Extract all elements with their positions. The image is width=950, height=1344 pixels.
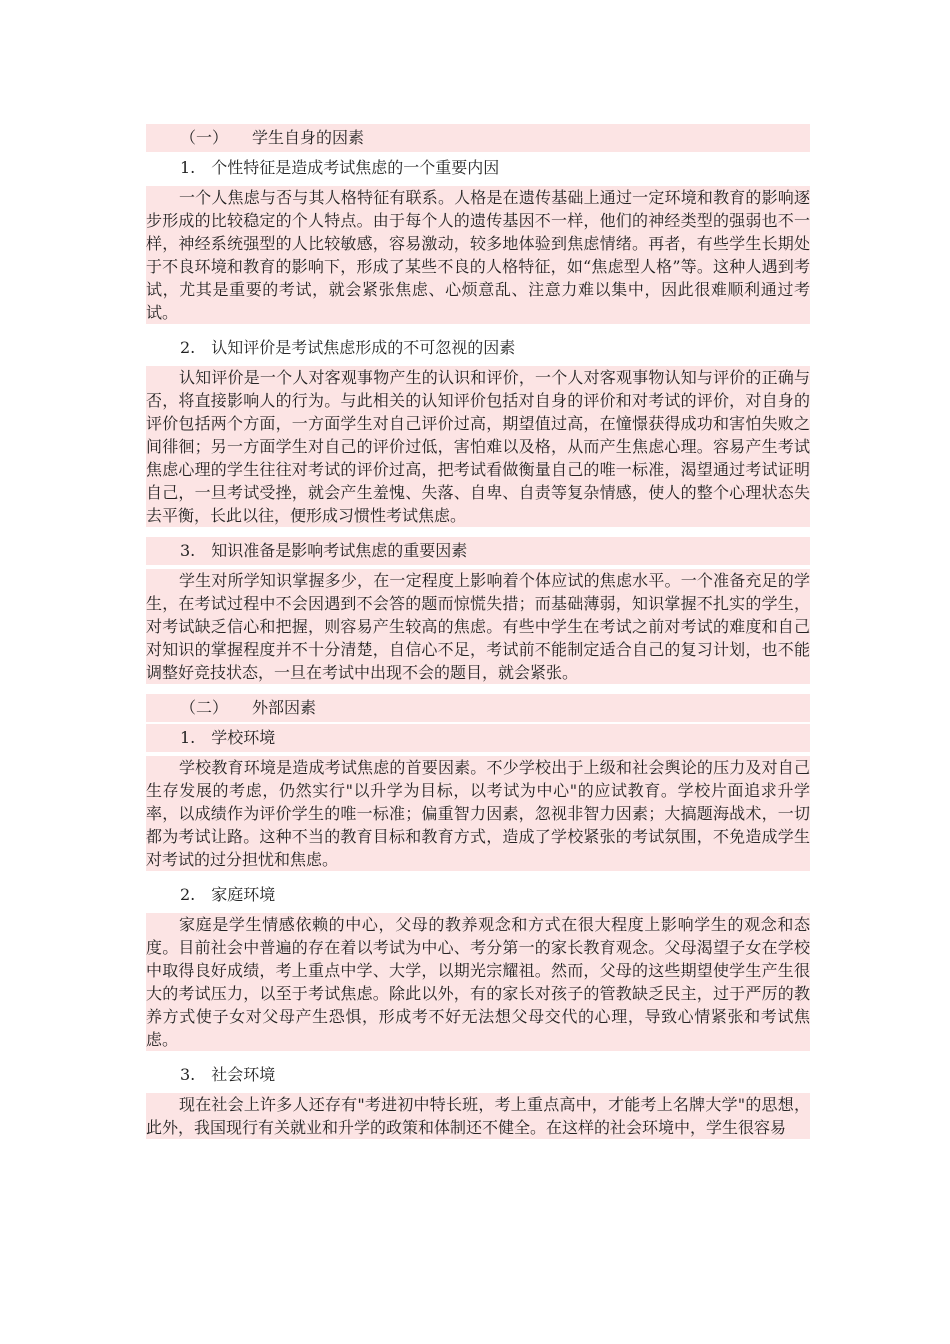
subheading-knowledge: 3. 知识准备是影响考试焦虑的重要因素 bbox=[146, 537, 810, 565]
paragraph-school: 学校教育环境是造成考试焦虑的首要因素。不少学校出于上级和社会舆论的压力及对自己生存发展的考虑，仍然实行"以升学为目标，以考试为中心"的应试教育。学校片面追求升学率，以成绩作为评价学生的唯一标准；偏重智力因素，忽视非智力因素；大搞题海战术，一切都为考试让路。这种不当的教育目标和教育方式，造成了学校紧张的考试氛围，不免造成学生对考试的过分担忧和焦虑。 bbox=[146, 758, 810, 869]
section-heading-internal-factors: （一） 学生自身的因素 bbox=[146, 124, 810, 152]
paragraph-family: 家庭是学生情感依赖的中心，父母的教养观念和方式在很大程度上影响学生的观念和态度。目前社会中普遍的存在着以考试为中心、考分第一的家长教育观念。父母渴望子女在学校中取得良好成绩，考上重点中学、大学，以期光宗耀祖。然而，父母的这些期望使学生产生很大的考试压力，以至于考试焦虑。除此以外，有的家长对孩子的管教缺乏民主，过于严厉的教养方式使子女对父母产生恐惧，形成考不好无法想父母交代的心理，导致心情紧张和考试焦虑。 bbox=[146, 915, 810, 1049]
section-heading-external-factors: （二） 外部因素 bbox=[146, 694, 810, 722]
subheading-school: 1. 学校环境 bbox=[146, 724, 810, 752]
paragraph-society: 现在社会上许多人还存有"考进初中特长班，考上重点高中，才能考上名牌大学"的思想，此外，我国现行有关就业和升学的政策和体制还不健全。在这样的社会环境中，学生很容易 bbox=[146, 1095, 810, 1137]
paragraph-knowledge: 学生对所学知识掌握多少，在一定程度上影响着个体应试的焦虑水平。一个准备充足的学生，在考试过程中不会因遇到不会答的题而惊慌失措；而基础薄弱，知识掌握不扎实的学生，对考试缺乏信心和把握，则容易产生较高的焦虑。有些中学生在考试之前对考试的难度和自己对知识的掌握程度并不十分清楚，自信心不足，考试前不能制定适合自己的复习计划，也不能调整好竞技状态，一旦在考试中出现不会的题目，就会紧张。 bbox=[146, 571, 810, 682]
subheading-society: 3. 社会环境 bbox=[180, 1065, 276, 1084]
subheading-personality: 1. 个性特征是造成考试焦虑的一个重要内因 bbox=[180, 158, 500, 177]
subheading-family: 2. 家庭环境 bbox=[180, 885, 276, 904]
document-body bbox=[146, 124, 810, 1149]
paragraph-cognition: 认知评价是一个人对客观事物产生的认识和评价，一个人对客观事物认知与评价的正确与否，将直接影响人的行为。与此相关的认知评价包括对自身的评价和对考试的评价，对自身的评价包括两个方面，一方面学生对自己评价过高，期望值过高，在憧憬获得成功和害怕失败之间徘徊；另一方面学生对自己的评价过低，害怕难以及格，从而产生焦虑心理。容易产生考试焦虑心理的学生往往对考试的评价过高，把考试看做衡量自己的唯一标准，渴望通过考试证明自己，一旦考试受挫，就会产生羞愧、失落、自卑、自责等复杂情感，使人的整个心理状态失去平衡，长此以往，便形成习惯性考试焦虑。 bbox=[146, 368, 810, 525]
paragraph-personality: 一个人焦虑与否与其人格特征有联系。人格是在遗传基础上通过一定环境和教育的影响逐步形成的比较稳定的个人特点。由于每个人的遗传基因不一样，他们的神经类型的强弱也不一样，神经系统强型的人比较敏感，容易激动，较多地体验到焦虑情绪。再者，有些学生长期处于不良环境和教育的影响下，形成了某些不良的人格特征，如“焦虑型人格”等。这种人遇到考试，尤其是重要的考试，就会紧张焦虑、心烦意乱、注意力难以集中，因此很难顺利通过考试。 bbox=[146, 188, 810, 322]
subheading-cognition: 2. 认知评价是考试焦虑形成的不可忽视的因素 bbox=[180, 338, 516, 357]
